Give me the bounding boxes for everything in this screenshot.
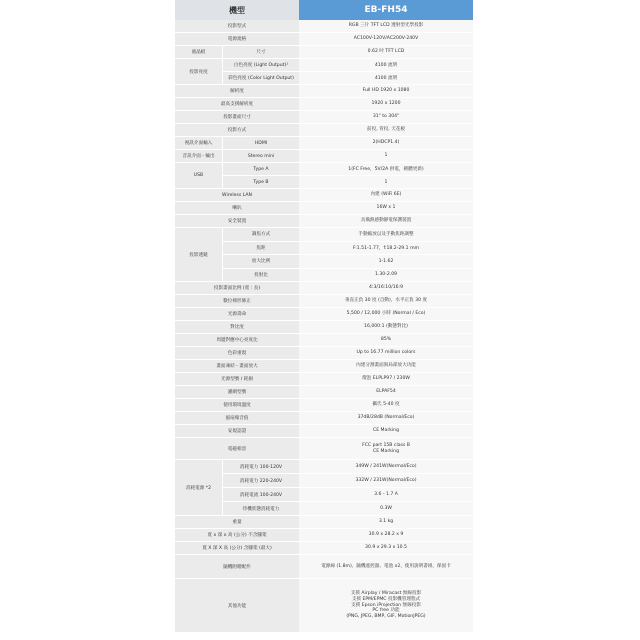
spec-label: 解析度 xyxy=(230,89,244,94)
spec-row-contrast xyxy=(175,321,473,334)
spec-value: 1 xyxy=(384,179,388,185)
spec-label: 光源型號 / 耗損 xyxy=(220,377,254,382)
spec-row-audio-output xyxy=(175,150,473,163)
spec-row-filter-model xyxy=(175,386,473,399)
spec-label: 消耗電力 220-240V xyxy=(239,478,283,484)
spec-label: 尺寸 xyxy=(256,50,266,55)
spec-row-keystone xyxy=(175,295,473,308)
spec-label: 安全裝置 xyxy=(227,219,247,224)
spec-row-lamp-model xyxy=(175,373,473,386)
spec-label: 風扇噪音值 xyxy=(225,416,249,421)
spec-value: 1.30-2.09 xyxy=(374,272,398,278)
spec-label: 使用環境溫度 xyxy=(223,403,251,408)
spec-label: 最高支援解析度 xyxy=(220,102,254,107)
spec-label: 投影畫面尺寸 xyxy=(223,115,251,120)
spec-value: 手動縮放以及手動焦距調整 xyxy=(358,232,414,238)
spec-value: 1920 x 1200 xyxy=(371,101,401,107)
spec-value: 0.62 吋 TFT LCD xyxy=(367,49,405,55)
spec-value: 5,500 / 12,000 小時 (Normal / Eco) xyxy=(346,311,426,317)
spec-label: 焦距 xyxy=(256,245,266,251)
spec-label: 光源壽命 xyxy=(227,312,247,317)
spec-label: 待機狀態消耗電力 xyxy=(242,506,280,512)
spec-row-fan-noise xyxy=(175,412,473,425)
spec-row-brightness xyxy=(175,59,473,85)
spec-value: 16,000:1 (動態對比) xyxy=(364,324,408,330)
spec-value: 332W / 231W(Normal/Eco) xyxy=(355,478,417,483)
spec-row-projection-type xyxy=(175,20,473,33)
spec-row-operating-temp xyxy=(175,399,473,412)
spec-value: 4:3/16:10/16:9 xyxy=(368,285,404,291)
spec-value: 30.9 x 29.3 x 10.5 xyxy=(365,545,407,551)
spec-value: 電源線 (1.8m)、隨機遙控器、電池 x2、使用說明書組、保固卡 xyxy=(321,563,451,569)
spec-group-label: 音訊介面 - 輸出 xyxy=(182,154,215,159)
spec-label: 喇叭 xyxy=(232,206,242,211)
spec-row-freeze-zoom xyxy=(175,360,473,373)
spec-value: 燈泡 ELPLP97 / 230W xyxy=(362,376,410,382)
spec-label: 色彩重現 xyxy=(227,351,247,356)
spec-row-resolution xyxy=(175,85,473,98)
spec-label: 寬 X 深 X 高 (公分) 含腳架 (最大) xyxy=(202,546,272,551)
spec-row-weight xyxy=(175,516,473,529)
spec-value: 3.1 kg xyxy=(378,519,394,525)
spec-value: FCC part 15B class B CE Marking xyxy=(362,442,410,454)
spec-value: AC100V-120V/AC200V-240V xyxy=(353,36,419,42)
spec-label: 消耗電力 100-120V xyxy=(239,464,283,470)
spec-label: 彩色亮度 (Color Light Output) xyxy=(228,76,294,81)
spec-value: 85% xyxy=(380,337,392,343)
spec-label: 放大比例 xyxy=(251,259,271,265)
spec-group-label: 液晶板 xyxy=(191,50,206,55)
spec-label: 對比度 xyxy=(230,325,244,330)
spec-row-dimensions xyxy=(175,529,473,542)
spec-value: 支援 Airplay / Miracast 無線投影 支援 EPM/EPMC 投影機管理程式 支援 Epson iProjection 無線投影 PC free 功能 (PNG, JPEG, BMP, GIF, MotionJPEG) xyxy=(346,591,426,620)
spec-value: 1(FC Free，5V/2A 供電，韌體更新) xyxy=(348,167,424,172)
spec-row-lamp-life xyxy=(175,308,473,321)
spec-table xyxy=(175,0,473,633)
spec-value: 內建 (WiFi 6E) xyxy=(370,192,402,198)
spec-group-label: 投影透鏡 xyxy=(189,252,208,258)
spec-row-lcd-size xyxy=(175,46,473,59)
spec-value: Up to 16.77 million colors xyxy=(356,350,416,356)
spec-row-uniformity xyxy=(175,334,473,347)
spec-label: 寬 x 深 x 高 (公分) 不含腳架 xyxy=(207,533,267,538)
spec-value: 16W x 1 xyxy=(376,205,396,211)
table-header xyxy=(175,0,473,20)
spec-label: 消耗電流 100-240V xyxy=(239,492,283,498)
spec-label: 調焦方式 xyxy=(251,232,271,238)
spec-row-power-consumption xyxy=(175,460,473,516)
spec-row-max-resolution xyxy=(175,98,473,111)
spec-label: Wireless LAN xyxy=(222,192,252,198)
spec-value: 30.9 x 28.2 x 9 xyxy=(368,532,404,538)
spec-row-power-spec xyxy=(175,33,473,46)
spec-row-projection-method xyxy=(175,124,473,137)
spec-group-label: 消耗電源 *2 xyxy=(185,485,212,491)
spec-value: 3.6 - 1.7 A xyxy=(374,492,398,497)
spec-label: 重量 xyxy=(232,520,242,525)
spec-row-other-features xyxy=(175,579,473,633)
spec-label: 投影方式 xyxy=(227,128,247,133)
spec-value: 31" to 304" xyxy=(372,114,400,120)
spec-value: 具備熱感動靜電保護裝置 xyxy=(360,218,412,224)
spec-label: HDMI xyxy=(254,140,268,146)
spec-value: 前投, 背投, 天花板 xyxy=(367,127,405,133)
spec-value: RGB 三片 TFT LCD 透射型光學投影 xyxy=(348,23,424,29)
spec-label: 畫面凍結 - 畫面放大 xyxy=(216,364,258,369)
spec-row-screen-size xyxy=(175,111,473,124)
spec-row-safety xyxy=(175,215,473,228)
spec-value: 4100 流明 xyxy=(374,63,398,68)
spec-row-usb xyxy=(175,163,473,189)
model-name: EB-FH54 xyxy=(299,0,473,20)
spec-label: 周邊對應中心亮度比 xyxy=(216,338,258,343)
spec-label: 電磁相容 xyxy=(227,446,247,452)
spec-value: ELPAF54 xyxy=(376,389,396,395)
spec-value: Full HD 1920 x 1080 xyxy=(362,88,410,94)
spec-label: Stereo mini xyxy=(247,153,275,159)
spec-row-aspect-ratio xyxy=(175,282,473,295)
spec-value: 0.3W xyxy=(380,506,392,511)
spec-value: 1 xyxy=(384,153,388,159)
spec-label: 白色亮度 (Light Output)¹ xyxy=(233,63,289,68)
spec-label: 其他功能 xyxy=(227,603,247,609)
spec-value: 1-1.62 xyxy=(378,258,394,264)
spec-row-wireless-lan xyxy=(175,189,473,202)
spec-group-label: 投影亮度 xyxy=(189,69,208,75)
spec-group-label: USB xyxy=(193,173,204,178)
spec-row-lens xyxy=(175,228,473,282)
spec-value: 2(HDCP1.4) xyxy=(372,140,400,146)
header-label: 機型 xyxy=(175,0,299,20)
spec-row-emc xyxy=(175,438,473,460)
spec-label: 濾網型號 xyxy=(227,390,247,395)
spec-value: F:1.51-1.77，f:18.2-29.1 mm xyxy=(352,245,420,251)
spec-row-video-input xyxy=(175,137,473,150)
spec-label: Type A xyxy=(253,166,269,172)
spec-label: 安規認證 xyxy=(227,429,247,434)
spec-row-color-reproduction xyxy=(175,347,473,360)
spec-row-accessories xyxy=(175,555,473,579)
spec-value: 攝氏 5-40 度 xyxy=(372,402,400,408)
spec-label: 電源規格 xyxy=(227,37,247,42)
spec-value: 內建分割畫面與局部放大功能 xyxy=(356,363,416,369)
spec-value: CE Marking xyxy=(372,428,399,434)
spec-label: 數位梯形修正 xyxy=(223,299,251,304)
spec-group-label: 視訊介面輸入 xyxy=(184,141,213,146)
spec-row-safety-cert xyxy=(175,425,473,438)
spec-row-dimensions-with-feet xyxy=(175,542,473,555)
spec-value: 4100 流明 xyxy=(374,76,398,81)
spec-label: 投影型式 xyxy=(227,24,247,29)
spec-value: 37dB/28dB (Normal/Eco) xyxy=(357,415,415,421)
spec-value: 349W / 241W(Normal/Eco) xyxy=(355,464,417,469)
spec-label: 隨機附贈配件 xyxy=(223,564,251,570)
spec-row-speaker xyxy=(175,202,473,215)
spec-label: 投影畫面比例 (寬 : 長) xyxy=(213,286,261,291)
spec-label: 投射比 xyxy=(254,272,268,278)
spec-value: 垂直正負 30 度 (自動)，水平正負 30 度 xyxy=(344,298,428,304)
spec-label: Type B xyxy=(253,179,269,185)
